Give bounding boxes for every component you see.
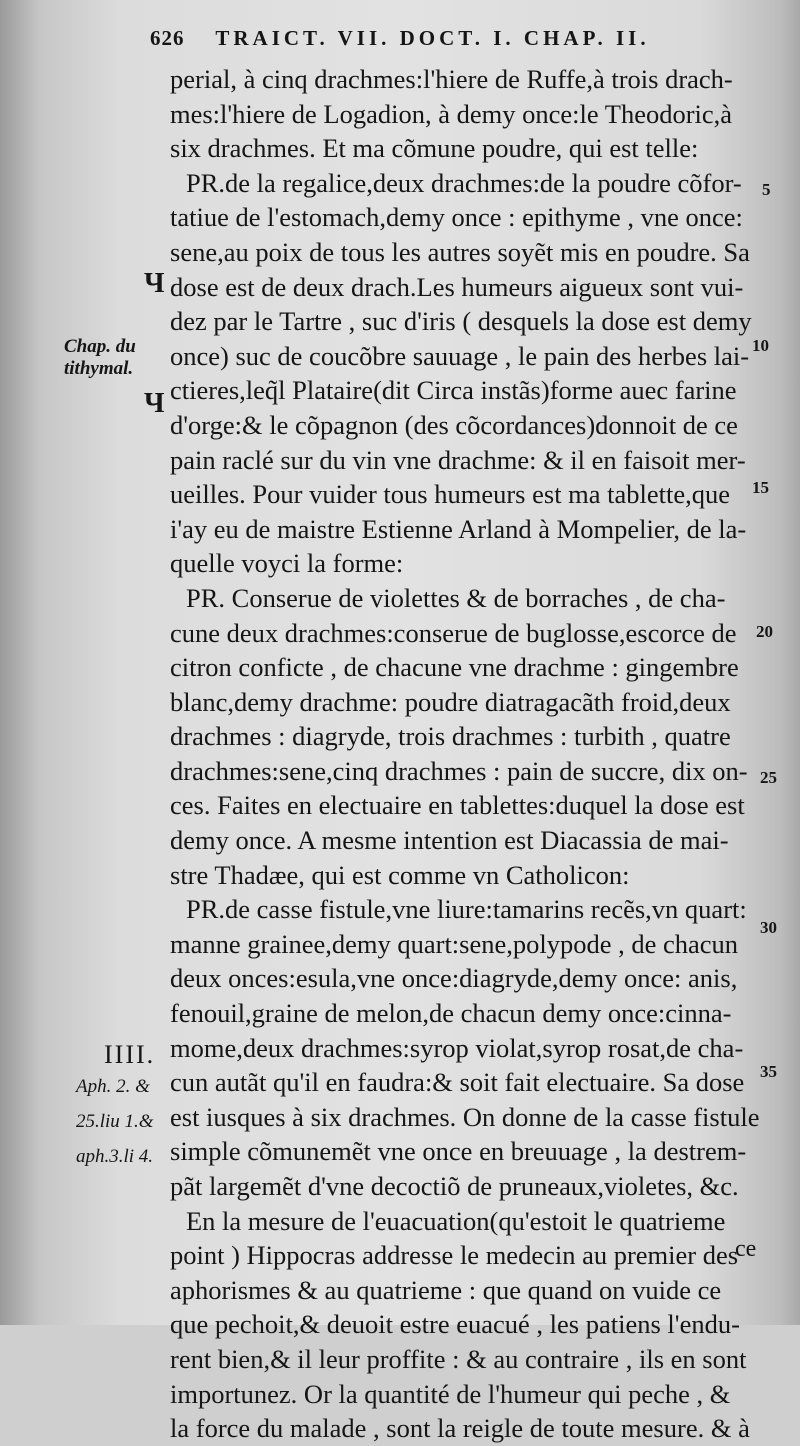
text-line: dose est de deux drach.Les humeurs aigueux sont vui- [170, 271, 744, 302]
text-line: point ) Hippocras addresse le medecin au premier des [170, 1240, 739, 1271]
text-line: drachmes : diagryde, trois drachmes : turbith , quatre [170, 721, 731, 752]
text-line: En la mesure de l'euacuation(qu'estoit le quatrieme [186, 1205, 726, 1236]
text-line: pain raclé sur du vin vne drachme: & il en faisoit mer- [170, 444, 746, 475]
text-line: six drachmes. Et ma cõmune poudre, qui est telle: [170, 133, 699, 164]
line-number: 35 [760, 1062, 777, 1081]
text-line: citron conficte , de chacune vne drachme : gingembre [170, 652, 739, 683]
line-number: 10 [752, 336, 769, 355]
page-number: 626 [150, 26, 185, 50]
text-line: PR.de casse fistule,vne liure:tamarins recẽs,vn quart: [186, 894, 747, 925]
text-line: blanc,demy drachme: poudre diatragacãth froid,deux [170, 686, 731, 717]
running-header [150, 26, 730, 51]
text-line: mome,deux drachmes:syrop violat,syrop rosat,de cha- [170, 1032, 744, 1063]
running-title: TRAICT. VII. DOCT. I. CHAP. II. [215, 26, 650, 50]
text-line: stre Thadæe, qui est comme vn Catholicon: [170, 859, 630, 890]
line-number: 20 [756, 622, 773, 641]
text-line: tatiue de l'estomach,demy once : epithyme , vne once: [170, 202, 743, 233]
text-line: quelle voyci la forme: [170, 548, 404, 579]
text-line: manne grainee,demy quart:sene,polypode , de chacun [170, 928, 739, 959]
main-text-block [170, 62, 770, 1446]
text-line: demy once. A mesme intention est Diacassia de mai- [170, 825, 729, 856]
text-line: cune deux drachmes:conserue de buglosse,escorce de [170, 617, 737, 648]
text-line: ctieres,leq̃l Plataire(dit Circa instãs)forme auec farine [170, 375, 737, 406]
text-line: deux onces:esula,vne once:diagryde,demy once: anis, [170, 963, 738, 994]
line-number: 30 [760, 918, 777, 937]
text-line: d'orge:& le cõpagnon (des cõcordances)donnoit de ce [170, 409, 738, 440]
text-line: que pechoit,& deuoit estre euacué , les patiens l'endu- [170, 1309, 740, 1340]
margin-note-chapter: Chap. du tithymal. [64, 336, 136, 379]
margin-note-aphorisms: Aph. 2. & 25.liu 1.& aph.3.li 4. [76, 1076, 154, 1167]
text-line: simple cõmunemẽt vne once en breuuage , la destrem- [170, 1136, 747, 1167]
text-line: cun autãt qu'il en faudra:& soit fait electuaire. Sa dose [170, 1067, 745, 1098]
text-line: i'ay eu de maistre Estienne Arland à Mompelier, de la- [170, 513, 747, 544]
text-line: dez par le Tartre , suc d'iris ( desquels la dose est demy [170, 306, 752, 337]
section-number: IIII. [104, 1040, 156, 1069]
text-line: fenouil,graine de melon,de chacun demy once:cinna- [170, 998, 732, 1029]
text-line: PR.de la regalice,deux drachmes:de la poudre cõfor- [186, 167, 742, 198]
text-line: pãt largemẽt d'vne decoctiõ de pruneaux,violetes, &c. [170, 1171, 739, 1201]
jupiter-symbol-icon: Ч [144, 268, 165, 299]
text-line: sene,au poix de tous les autres soyẽt mis en poudre. Sa [170, 236, 750, 267]
text-line: rent bien,& il leur proffite : & au contraire , ils en sont [170, 1343, 747, 1374]
text-line: ueilles. Pour vuider tous humeurs est ma tablette,que [170, 479, 731, 510]
text-line: mes:l'hiere de Logadion, à demy once:le Theodoric,à [170, 98, 733, 129]
text-line: importunez. Or la quantité de l'humeur qui peche , & [170, 1378, 731, 1409]
text-line: la force du malade , sont la reigle de toute mesure. & à [170, 1413, 750, 1444]
line-number: 5 [762, 180, 771, 199]
text-line: PR. Conserue de violettes & de borraches , de cha- [186, 582, 726, 613]
text-line: est iusques à six drachmes. On donne de la casse fistule [170, 1101, 760, 1132]
catchword: ce [735, 1236, 757, 1262]
text-line: perial, à cinq drachmes:l'hiere de Ruffe,à trois drach- [170, 64, 733, 94]
line-number: 25 [760, 768, 777, 787]
text-line: ces. Faites en electuaire en tablettes:duquel la dose est [170, 790, 745, 821]
line-number: 15 [752, 478, 769, 497]
text-line: once) suc de coucõbre sauuage , le pain des herbes lai- [170, 340, 750, 371]
jupiter-symbol-icon: Ч [144, 388, 165, 419]
text-line: drachmes:sene,cinq drachmes : pain de succre, dix on- [170, 755, 748, 786]
text-line: aphorismes & au quatrieme : que quand on vuide ce [170, 1274, 722, 1305]
